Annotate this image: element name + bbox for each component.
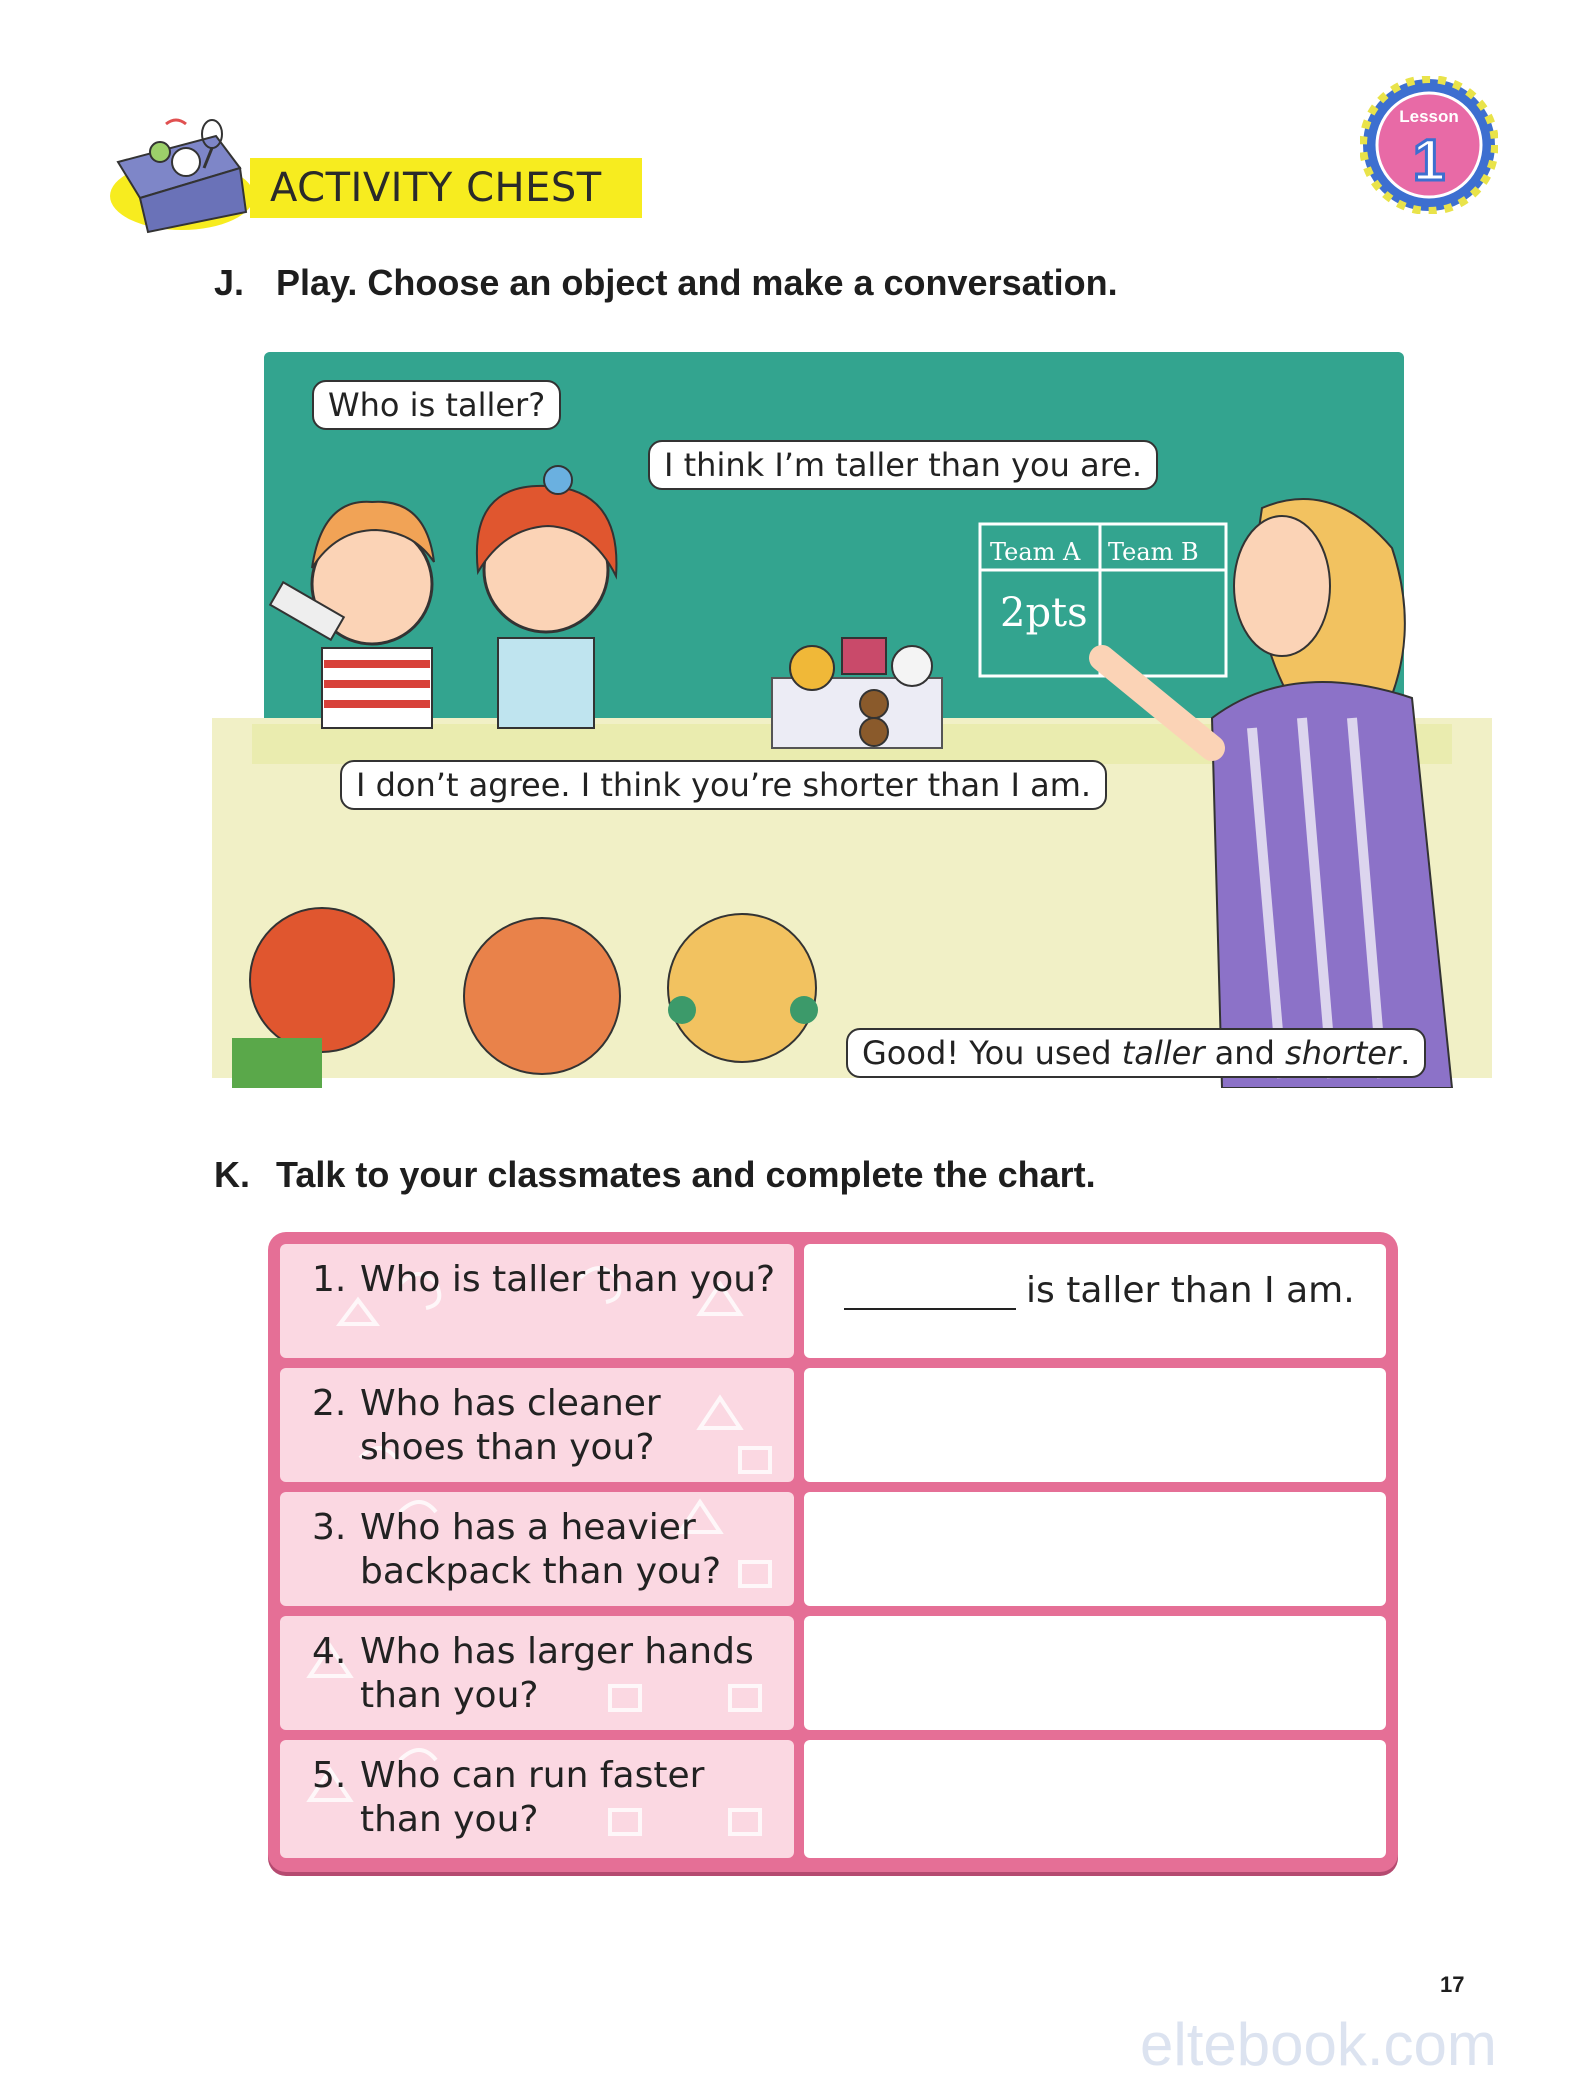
classmates-chart xyxy=(268,1232,1398,1872)
lesson-label: Lesson xyxy=(1399,107,1459,126)
question-number: 5. xyxy=(312,1755,347,1796)
question-text-line2: backpack than you? xyxy=(360,1551,722,1592)
board-score: 2pts xyxy=(1000,590,1088,636)
question-number: 1. xyxy=(312,1259,347,1300)
lesson-number: 1 xyxy=(1412,128,1446,193)
question-text-line1: Who is taller than you? xyxy=(360,1259,776,1300)
page-number: 17 xyxy=(1440,1972,1465,1997)
section-j-letter: J. xyxy=(214,262,245,303)
question-text-line2: than you? xyxy=(360,1799,539,1840)
answer-cell[interactable] xyxy=(804,1616,1386,1730)
chart-row xyxy=(280,1492,1386,1606)
section-j-instruction: Play. Choose an object and make a conversation. xyxy=(276,262,1118,303)
answer-blank-line[interactable] xyxy=(844,1308,1016,1310)
chart-row xyxy=(280,1244,1386,1358)
board-team-b: Team B xyxy=(1108,538,1199,566)
bubble-emphasis-taller: taller xyxy=(1121,1034,1205,1072)
section-k-heading xyxy=(214,1154,1096,1196)
question-text-line1: Who has larger hands xyxy=(360,1631,754,1672)
question-number: 2. xyxy=(312,1383,347,1424)
chart-row xyxy=(280,1740,1386,1858)
bubble-emphasis-shorter: shorter xyxy=(1285,1034,1401,1072)
question-cell xyxy=(280,1368,794,1482)
board-team-a: Team A xyxy=(990,538,1081,566)
question-text-line2: shoes than you? xyxy=(360,1427,655,1468)
question-text-line1: Who can run faster xyxy=(360,1755,705,1796)
activity-chest-title: ACTIVITY CHEST xyxy=(270,165,602,211)
question-number: 4. xyxy=(312,1631,347,1672)
bubble-text-post: . xyxy=(1400,1034,1411,1072)
watermark: eltebook.com xyxy=(1140,2011,1497,2078)
question-number: 3. xyxy=(312,1507,347,1548)
answer-example-text: is taller than I am. xyxy=(1026,1270,1355,1311)
chart-row xyxy=(280,1368,1386,1482)
lesson-badge xyxy=(1360,76,1498,214)
bubble-text-pre: Good! You used xyxy=(862,1034,1122,1072)
chart-row xyxy=(280,1616,1386,1730)
speech-bubble-i-think-taller: I think I’m taller than you are. xyxy=(648,440,1158,490)
section-j-heading xyxy=(214,262,1118,304)
question-cell xyxy=(280,1244,794,1358)
answer-cell[interactable] xyxy=(804,1244,1386,1358)
classroom-illustration xyxy=(212,348,1492,1088)
answer-cell[interactable] xyxy=(804,1368,1386,1482)
bubble-text-mid: and xyxy=(1204,1034,1286,1072)
question-cell xyxy=(280,1616,794,1730)
answer-cell[interactable] xyxy=(804,1740,1386,1858)
speech-bubble-good-job xyxy=(846,1028,1426,1078)
question-text-line2: than you? xyxy=(360,1675,539,1716)
question-text-line1: Who has cleaner xyxy=(360,1383,661,1424)
activity-chest-banner xyxy=(250,158,642,218)
question-cell xyxy=(280,1740,794,1858)
activity-chest-icon xyxy=(100,112,260,236)
section-k-letter: K. xyxy=(214,1154,250,1195)
speech-bubble-dont-agree: I don’t agree. I think you’re shorter than I am. xyxy=(340,760,1107,810)
section-k-instruction: Talk to your classmates and complete the chart. xyxy=(276,1154,1096,1195)
question-cell xyxy=(280,1492,794,1606)
question-text-line1: Who has a heavier xyxy=(360,1507,696,1548)
answer-cell[interactable] xyxy=(804,1492,1386,1606)
speech-bubble-who-is-taller: Who is taller? xyxy=(312,380,561,430)
